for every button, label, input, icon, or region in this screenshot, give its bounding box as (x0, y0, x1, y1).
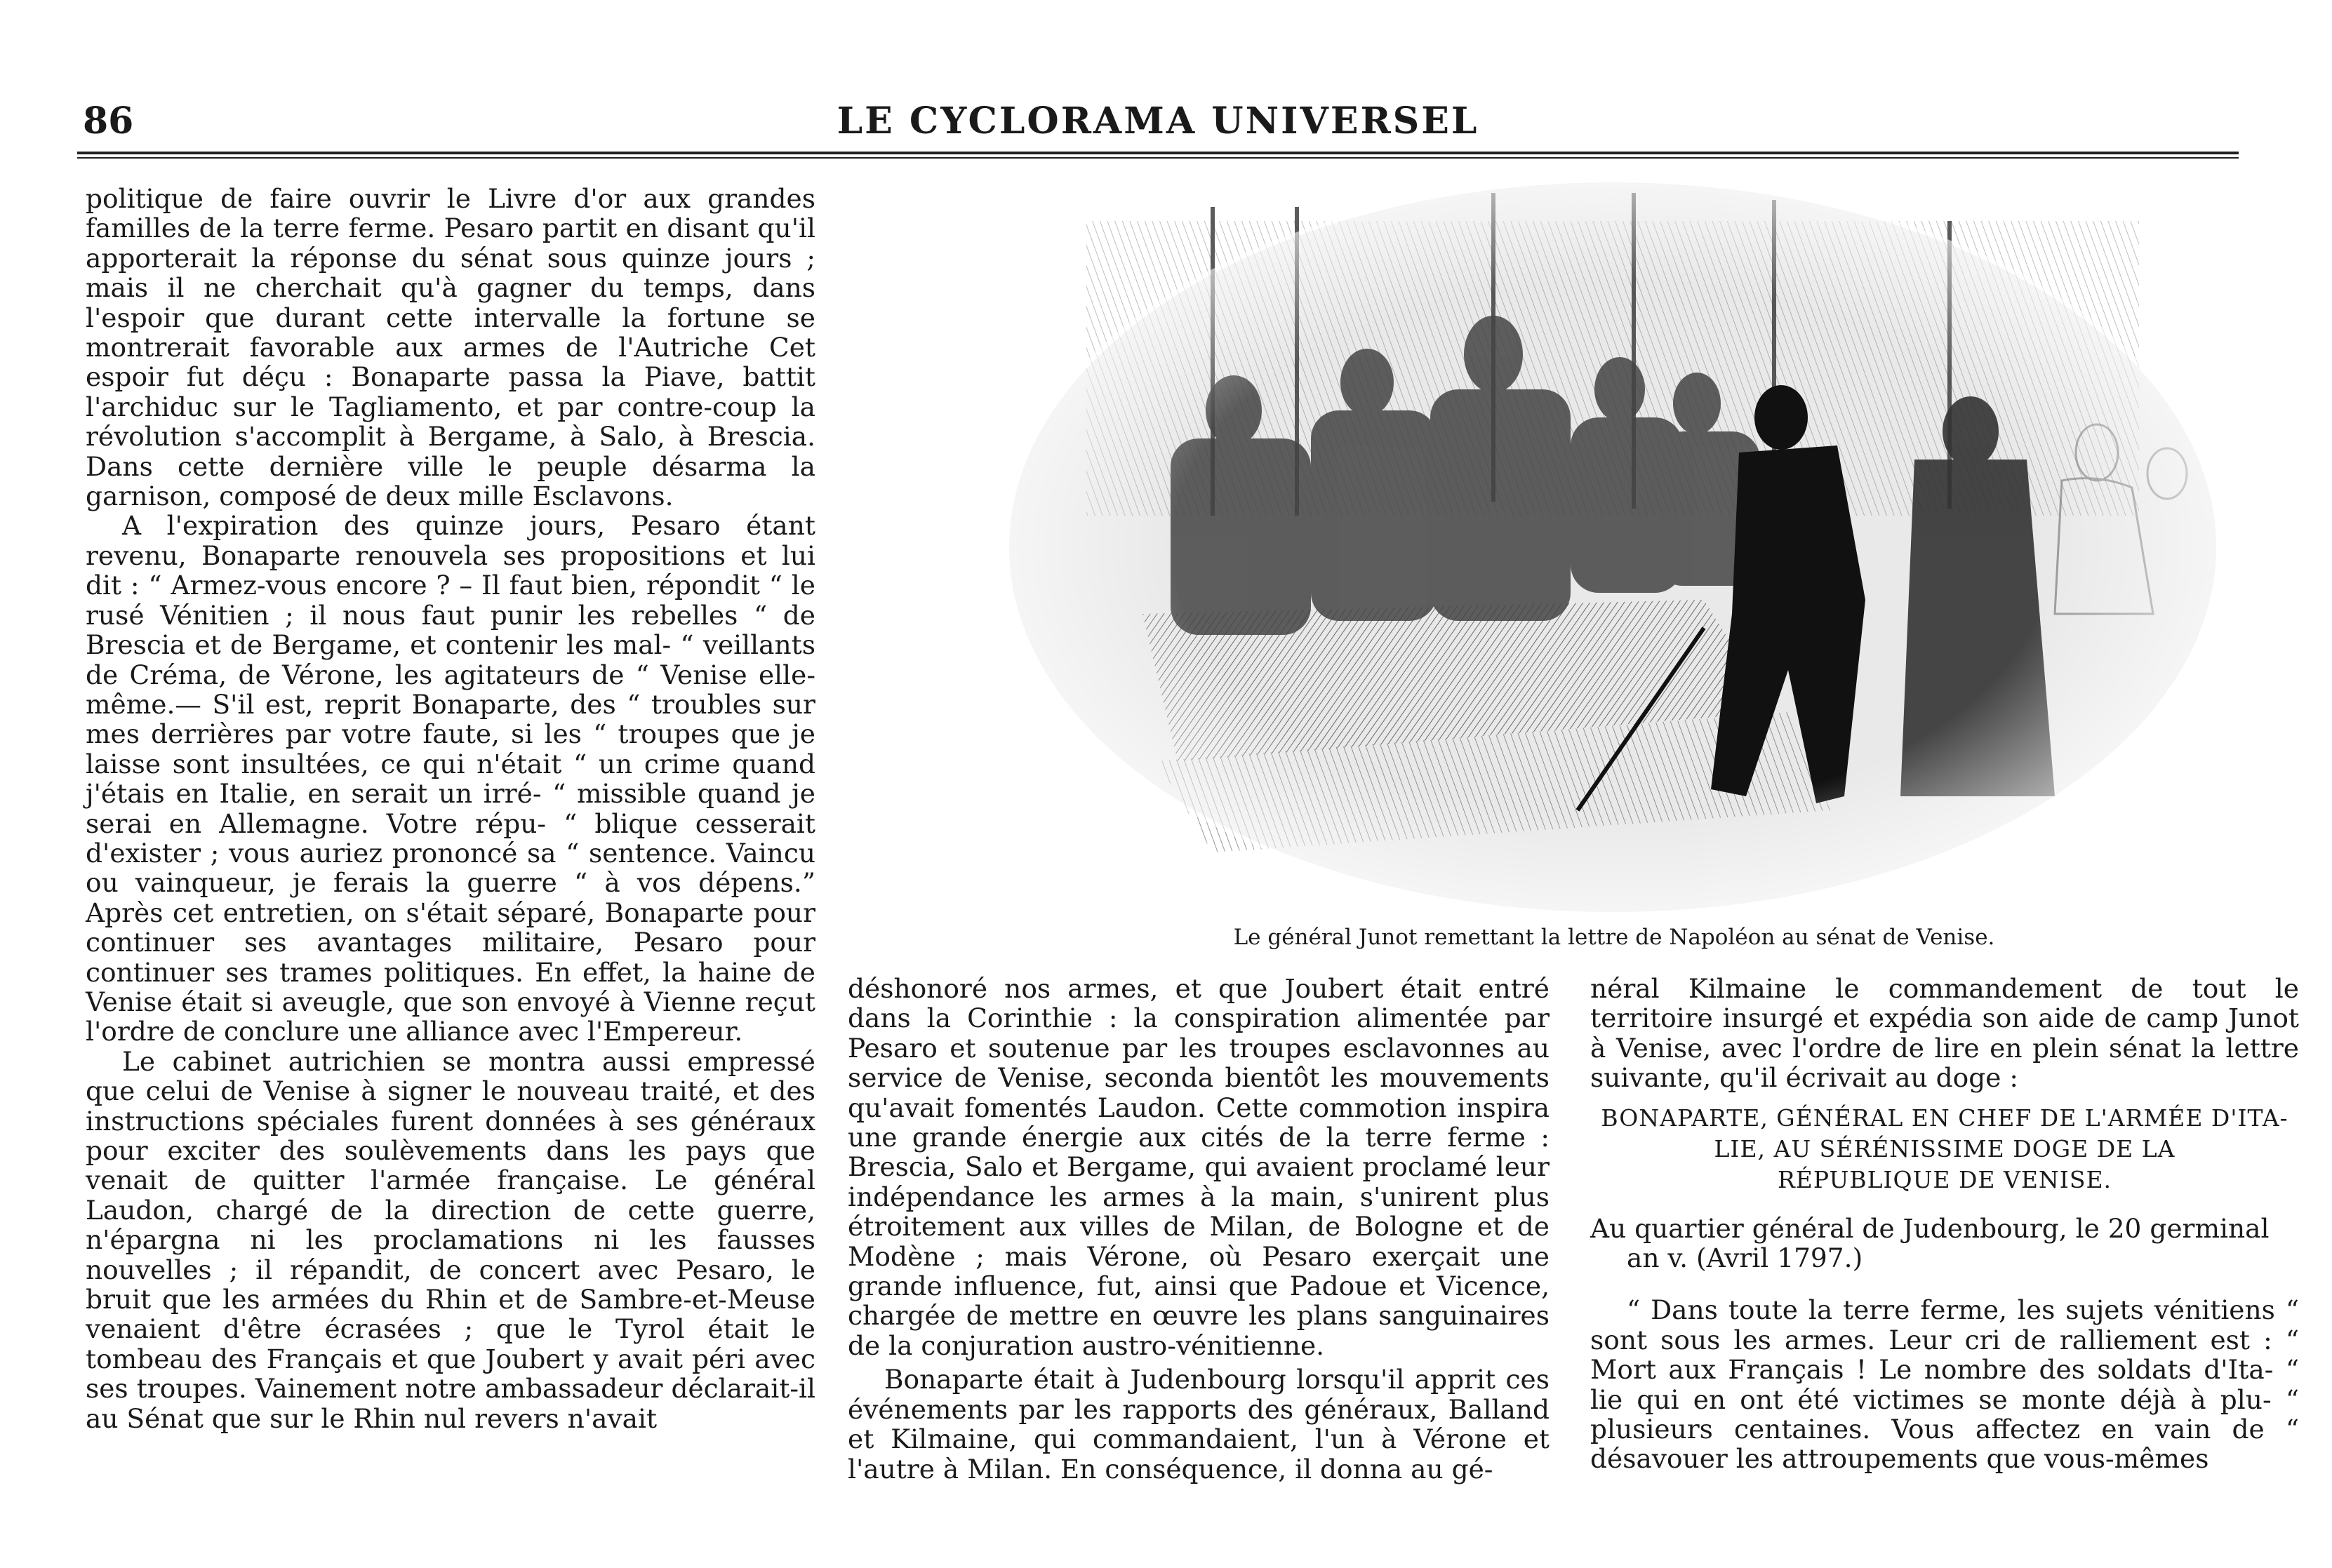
middle-column (848, 974, 1550, 1484)
header-rule (77, 152, 2239, 154)
running-title: LE CYCLORAMA UNIVERSEL (837, 100, 1479, 142)
paragraph: Le cabinet autrichien se montra aussi empressé que celui de Venise à signer le nouveau traité, et des instructions spéciales furent données à ses généraux pour exciter des soulèvements dans les pays que venait de quitter l'armée française. Le général Laudon, chargé de la direction de cette guerre, n'épargna ni les proclamations ni les fausses nouvelles ; il répandit, de concert avec Pesaro, le bruit que les armées du Rhin et de Sambre-et-Meuse venaient d'être écrasées ; que le Tyrol était le tombeau des Français et que Joubert y avait péri avec ses troupes. Vainement notre ambassadeur déclarait-il au Sénat que sur le Rhin nul revers n'avait (86, 1045, 815, 1434)
letter-dateline (1590, 1214, 2299, 1273)
letter-heading-line: RÉPUBLIQUE DE VENISE. (1777, 1165, 2112, 1193)
paragraph: déshonoré nos armes, et que Joubert était entré dans la Corinthie : la conspiration alimentée par Pesaro et soutenue par les troupes esclavonnes au service de Venise, seconda bientôt les mouvements qu'avait fomentés Laudon. Cette commotion inspira une grande énergie aux cités de la terre ferme : Brescia, Salo et Bergame, qui avaient proclamé leur indépendance les armes à la main, s'unirent plus étroitement aux villes de Milan, de Bologne et de Modène ; mais Vérone, où Pesaro exerçait une grande influence, fut, ainsi que Padoue et Vicence, chargée de mettre en œuvre les plans sanguinaires de la conjuration austro-vénitienne. (848, 973, 1550, 1361)
page-number: 86 (83, 100, 134, 142)
paragraph: néral Kilmaine le commandement de tout le territoire insurgé et expédia son aide de camp Junot à Venise, avec l'ordre de lire en plein sénat la lettre suivante, qu'il écrivait au doge : (1590, 973, 2299, 1094)
paragraph: politique de faire ouvrir le Livre d'or aux grandes familles de la terre ferme. Pesaro partit en disant qu'il apporterait la réponse du sénat sous quinze jours ; mais il ne cherchait qu'à gagner du temps, dans l'espoir que durant cette intervalle la fortune se montrerait favorable aux armes de l'Autriche Cet espoir fut déçu : Bonaparte passa la Piave, battit l'archiduc sur le Tagliamento, et par contre-coup la révolution s'accomplit à Bergame, à Salo, à Brescia. Dans cette dernière ville le peuple désarma la garnison, composé de deux mille Esclavons. (86, 183, 815, 512)
dateline-line: Au quartier général de Judenbourg, le 20 germinal (1590, 1212, 2270, 1244)
right-column (1590, 974, 2299, 1474)
header-rule-thin (77, 157, 2239, 159)
letter-heading (1590, 1103, 2299, 1195)
letter-heading-line: LIE, AU SÉRÉNISSIME DOGE DE LA (1714, 1134, 2176, 1162)
illustration-caption: Le général Junot remettant la lettre de Napoléon au sénat de Venise. (1233, 925, 1995, 950)
left-column (86, 184, 815, 1433)
paragraph: Bonaparte était à Judenbourg lorsqu'il apprit ces événements par les rapports des généraux, Balland et Kilmaine, qui commandaient, l'un à Vérone et l'autre à Milan. En conséquence, il donna au gé- (848, 1364, 1550, 1485)
paragraph: A l'expiration des quinze jours, Pesaro étant revenu, Bonaparte renouvela ses propositions et lui dit : “ Armez-vous encore ? – Il faut bien, répondit “ le rusé Vénitien ; il nous faut punir les rebelles “ de Brescia et de Bergame, et contenir les mal- “ veillants de Créma, de Vérone, les agitateurs de “ Venise elle-même.— S'il est, reprit Bonaparte, des “ troubles sur mes derrières par votre faute, si les “ troupes que je laisse sont insultées, ce qui n'était “ un crime quand j'étais en Italie, en serait un irré- “ missible quand je serai en Allemagne. Votre répu- “ blique cesserait d'exister ; vous auriez prononcé sa “ sentence. Vaincu ou vainqueur, je ferais la guerre “ à vos dépens.” Après cet entretien, on s'était séparé, Bonaparte pour continuer ses avantages militaire, Pesaro pour continuer ses trames politiques. En effet, la haine de Venise était si aveugle, que son envoyé à Vienne reçut l'ordre de conclure une alliance avec l'Empereur. (86, 510, 815, 1047)
senate-scene-engraving (1002, 179, 2223, 916)
letter-heading-line: BONAPARTE, GÉNÉRAL EN CHEF DE L'ARMÉE D'ITA- (1601, 1104, 2288, 1132)
letter-text: “ Dans toute la terre ferme, les sujets vénitiens “ sont sous les armes. Leur cri de ralliement est : “ Mort aux Français ! Le nombre des soldats d'Ita- “ lie qui en ont été victimes se monte déjà à plu- “ plusieurs centaines. Vous affectez en vain de “ désavouer les attroupements que vous-mêmes (1590, 1294, 2299, 1475)
engraving-illustration (1002, 179, 2223, 916)
dateline-line: an v. (Avril 1797.) (1627, 1242, 1863, 1274)
